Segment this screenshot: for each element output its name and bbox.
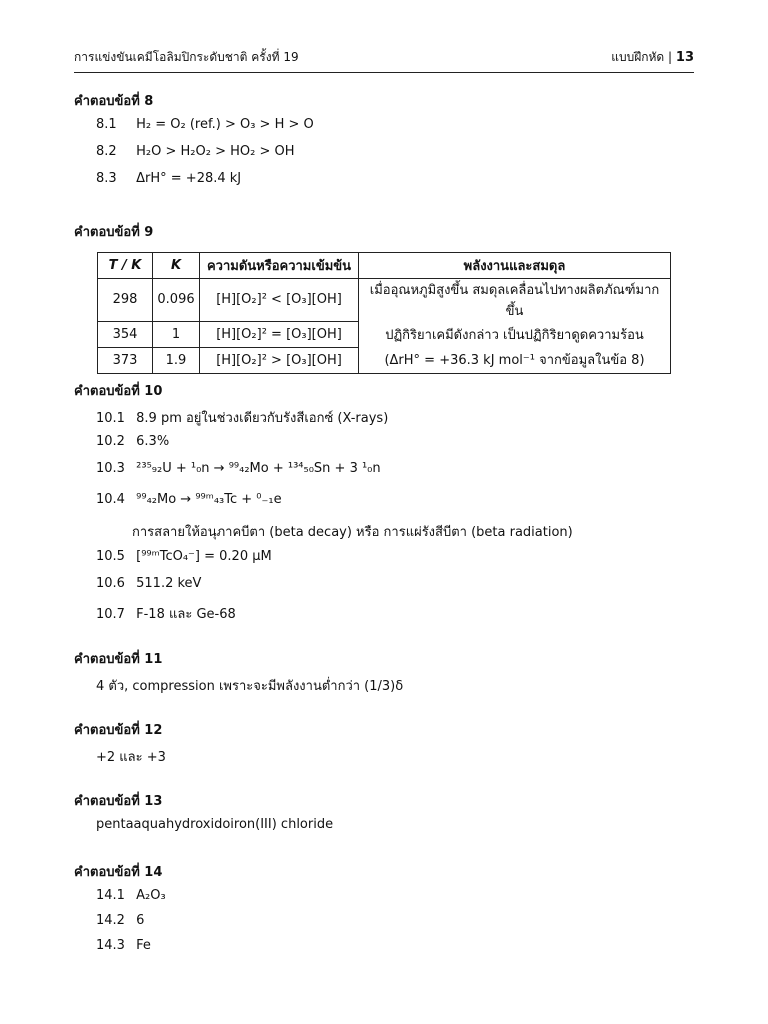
q8-item-3-text: ΔrH° = +28.4 kJ — [136, 171, 242, 186]
q9-header-cond: ความดันหรือความเข้มข้น — [200, 253, 359, 279]
q10-item-5 — [96, 549, 272, 564]
q8-item-1 — [96, 117, 314, 132]
q13-title: คำตอบข้อที่ 13 — [74, 794, 163, 809]
q13-answer: pentaaquahydroxidoiron(III) chloride — [96, 817, 334, 832]
q14-item-3 — [96, 938, 151, 953]
q10-item-2-text: 6.3% — [136, 434, 170, 449]
q9-header-t: T / K — [98, 253, 153, 279]
header-section-label: แบบฝึกหัด | — [611, 50, 673, 64]
q9-row-2-cond: [H][O₂]² = [O₃][OH] — [200, 321, 359, 347]
q9-explanation-2: ปฏิกิริยาเคมีดังกล่าว เป็นปฏิกิริยาดูดความร้อน — [359, 321, 671, 347]
q14-item-2 — [96, 913, 144, 928]
q9-explanation-3: (ΔrH° = +36.3 kJ mol⁻¹ จากข้อมูลในข้อ 8) — [359, 347, 671, 373]
q10-item-3-num: 10.3 — [96, 461, 125, 476]
q11-answer: 4 ตัว, compression เพราะจะมีพลังงานต่ำกว่า (1/3)δ — [96, 679, 404, 694]
q9-row-3-t: 373 — [98, 347, 153, 373]
q12-answer: +2 และ +3 — [96, 750, 166, 765]
page-number: 13 — [675, 50, 694, 65]
q10-title: คำตอบข้อที่ 10 — [74, 384, 163, 399]
table-row — [98, 347, 671, 373]
q10-item-1-text: 8.9 pm อยู่ในช่วงเดียวกับรังสีเอกซ์ (X-rays) — [136, 411, 389, 426]
q9-table — [97, 252, 671, 374]
q9-row-2-t: 354 — [98, 321, 153, 347]
q14-item-3-text: Fe — [136, 938, 151, 953]
q10-item-4-num: 10.4 — [96, 492, 125, 507]
q10-item-1 — [96, 407, 388, 428]
q10-item-4-note: การสลายให้อนุภาคบีตา (beta decay) หรือ การแผ่รังสีบีตา (beta radiation) — [132, 525, 573, 540]
q8-title: คำตอบข้อที่ 8 — [74, 94, 154, 109]
q10-item-6-text: 511.2 keV — [136, 576, 202, 591]
q8-item-2-text: H₂O > H₂O₂ > HO₂ > OH — [136, 144, 295, 159]
q14-item-1-text: A₂O₃ — [136, 888, 166, 903]
q10-item-7-num: 10.7 — [96, 607, 125, 622]
q8-item-1-text: H₂ = O₂ (ref.) > O₃ > H > O — [136, 117, 314, 132]
q10-item-7 — [96, 603, 236, 624]
q8-item-1-num: 8.1 — [96, 117, 117, 132]
q10-item-4-text: ⁹⁹₄₂Mo → ⁹⁹ᵐ₄₃Tc + ⁰₋₁e — [136, 492, 282, 507]
q10-item-3 — [96, 461, 381, 476]
q12-title: คำตอบข้อที่ 12 — [74, 723, 163, 738]
q10-item-1-num: 10.1 — [96, 411, 125, 426]
q11-title: คำตอบข้อที่ 11 — [74, 652, 163, 667]
q10-item-4 — [96, 492, 282, 507]
q9-row-1-cond: [H][O₂]² < [O₃][OH] — [200, 279, 359, 322]
q14-title: คำตอบข้อที่ 14 — [74, 865, 163, 880]
q9-row-1-t: 298 — [98, 279, 153, 322]
q9-header-energy: พลังงานและสมดุล — [359, 253, 671, 279]
q14-item-1-num: 14.1 — [96, 888, 125, 903]
q10-item-6 — [96, 576, 201, 591]
q10-item-5-num: 10.5 — [96, 549, 125, 564]
q10-item-7-text: F-18 และ Ge-68 — [136, 607, 236, 622]
page-header — [74, 44, 694, 73]
q9-row-3-cond: [H][O₂]² > [O₃][OH] — [200, 347, 359, 373]
q10-item-2-num: 10.2 — [96, 434, 125, 449]
table-row — [98, 279, 671, 322]
q9-row-1-k: 0.096 — [153, 279, 200, 322]
q9-row-3-k: 1.9 — [153, 347, 200, 373]
q10-item-5-text: [⁹⁹ᵐTcO₄⁻] = 0.20 μM — [136, 549, 272, 564]
q9-title: คำตอบข้อที่ 9 — [74, 225, 154, 240]
q14-item-2-num: 14.2 — [96, 913, 125, 928]
table-row — [98, 321, 671, 347]
header-right — [611, 48, 694, 67]
q10-item-2 — [96, 434, 169, 449]
q9-explanation-1: เมื่ออุณหภูมิสูงขึ้น สมดุลเคลื่อนไปทางผลิตภัณฑ์มากขึ้น — [359, 279, 671, 322]
q14-item-3-num: 14.3 — [96, 938, 125, 953]
q9-header-k: K — [153, 253, 200, 279]
q8-item-3 — [96, 171, 241, 186]
q9-table-header-row — [98, 253, 671, 279]
q8-item-2 — [96, 144, 295, 159]
q10-item-3-text: ²³⁵₉₂U + ¹₀n → ⁹⁹₄₂Mo + ¹³⁴₅₀Sn + 3 ¹₀n — [136, 461, 381, 476]
header-title: การแข่งขันเคมีโอลิมปิกระดับชาติ ครั้งที่ 19 — [74, 50, 299, 64]
q10-item-6-num: 10.6 — [96, 576, 125, 591]
q8-item-3-num: 8.3 — [96, 171, 117, 186]
q8-item-2-num: 8.2 — [96, 144, 117, 159]
q14-item-1 — [96, 888, 166, 903]
q14-item-2-text: 6 — [136, 913, 145, 928]
q9-row-2-k: 1 — [153, 321, 200, 347]
